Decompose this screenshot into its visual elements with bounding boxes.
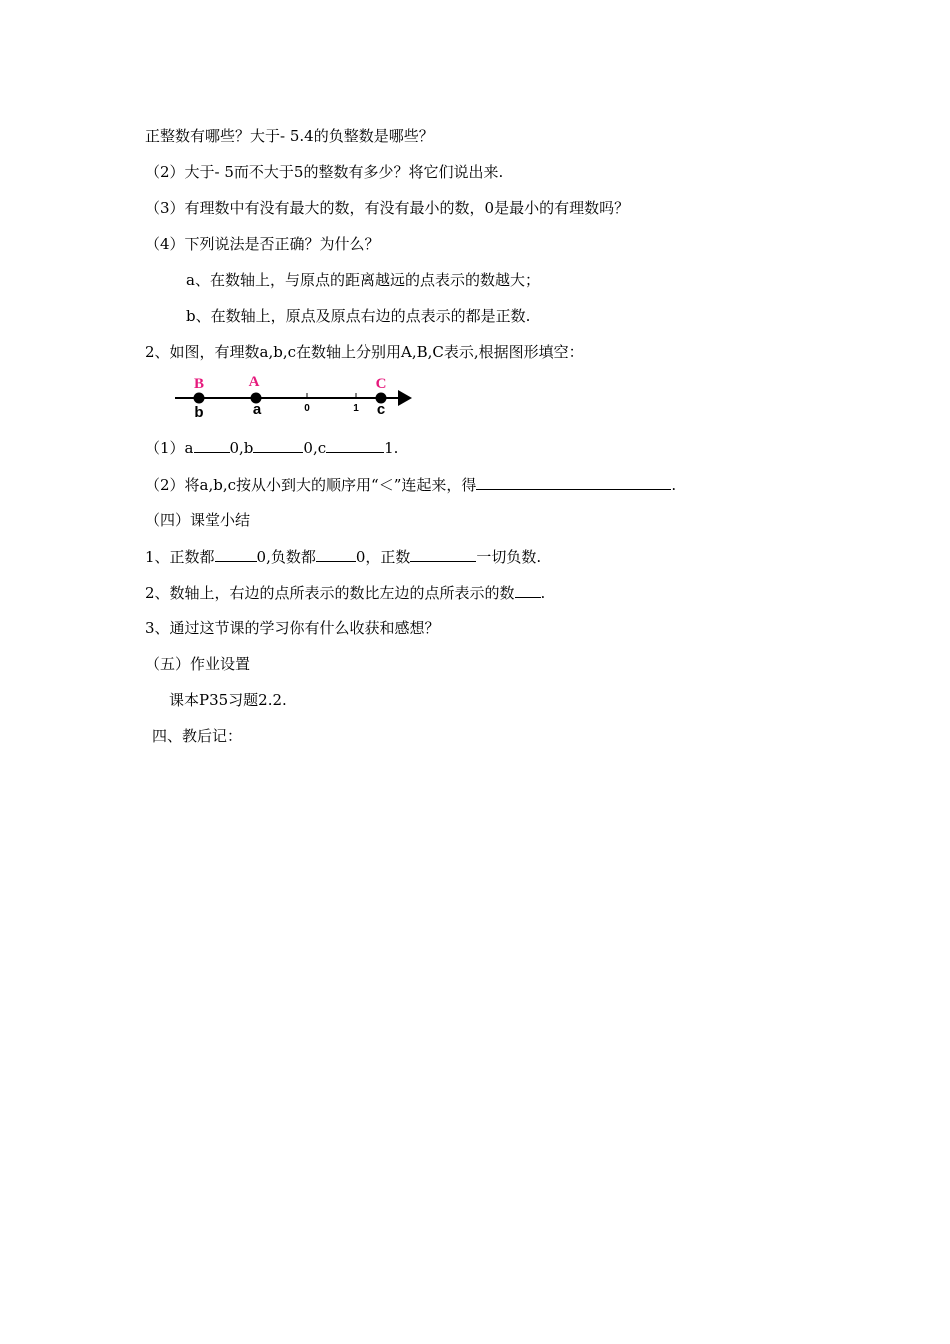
label-c: c (376, 401, 386, 418)
q1-text-a: （1）a (145, 439, 194, 457)
label-b: b (194, 404, 204, 421)
s2-text-a: 2、数轴上，右边的点所表示的数比左边的点所表示的数 (145, 584, 515, 602)
s1-text-c: 0，正数 (355, 548, 411, 566)
summary-2-line (145, 582, 545, 603)
s2-text-b: . (540, 584, 546, 602)
label-B: B (193, 376, 205, 392)
section-heading: （五）作业设置 (145, 655, 251, 673)
summary-1-line (145, 546, 541, 567)
point-b-dot (194, 393, 205, 404)
label-A: A (248, 374, 260, 390)
text-line: 3、通过这节课的学习你有什么收获和感想？ (145, 619, 440, 637)
tick-label-one: 1 (353, 403, 359, 414)
answer-blank[interactable] (316, 546, 356, 562)
label-a: a (252, 401, 262, 418)
question-2-line (145, 474, 676, 495)
answer-blank[interactable] (515, 582, 541, 598)
answer-blank[interactable] (194, 437, 230, 453)
text-line: （2）大于- 5而不大于5的整数有多少？将它们说出来. (145, 163, 504, 181)
section-heading: 四、教后记： (152, 727, 243, 745)
q1-text-d: 1. (384, 439, 399, 457)
text-line: 正整数有哪些？大于- 5.4的负整数是哪些？ (145, 127, 434, 145)
text-line: 2、如图，有理数a,b,c在数轴上分别用A,B,C表示,根据图形填空： (145, 343, 584, 361)
s1-text-a: 1、正数都 (145, 548, 215, 566)
answer-blank[interactable] (253, 437, 303, 453)
text-line: （4）下列说法是否正确？为什么？ (145, 235, 380, 253)
q2-text-a: （2）将a,b,c按从小到大的顺序用“＜”连起来，得 (145, 476, 477, 494)
text-line: a、在数轴上，与原点的距离越远的点表示的数越大； (186, 271, 540, 289)
answer-blank[interactable] (410, 546, 476, 562)
section-heading: （四）课堂小结 (145, 511, 251, 529)
answer-blank[interactable] (476, 474, 671, 490)
answer-blank[interactable] (326, 437, 384, 453)
text-line: （3）有理数中有没有最大的数，有没有最小的数，0是最小的有理数吗？ (145, 199, 630, 217)
number-line-figure (170, 370, 430, 420)
text-line: 课本P35习题2.2. (169, 691, 287, 709)
s1-text-b: 0,负数都 (256, 548, 316, 566)
question-1-line (145, 437, 398, 458)
answer-blank[interactable] (215, 546, 257, 562)
tick-label-zero: 0 (304, 403, 310, 414)
s1-text-d: 一切负数. (476, 548, 542, 566)
text-line: b、在数轴上，原点及原点右边的点表示的都是正数. (186, 307, 531, 325)
q2-text-b: . (671, 476, 677, 494)
q1-text-c: 0,c (303, 439, 327, 457)
label-C: C (375, 376, 387, 392)
q1-text-b: 0,b (229, 439, 254, 457)
